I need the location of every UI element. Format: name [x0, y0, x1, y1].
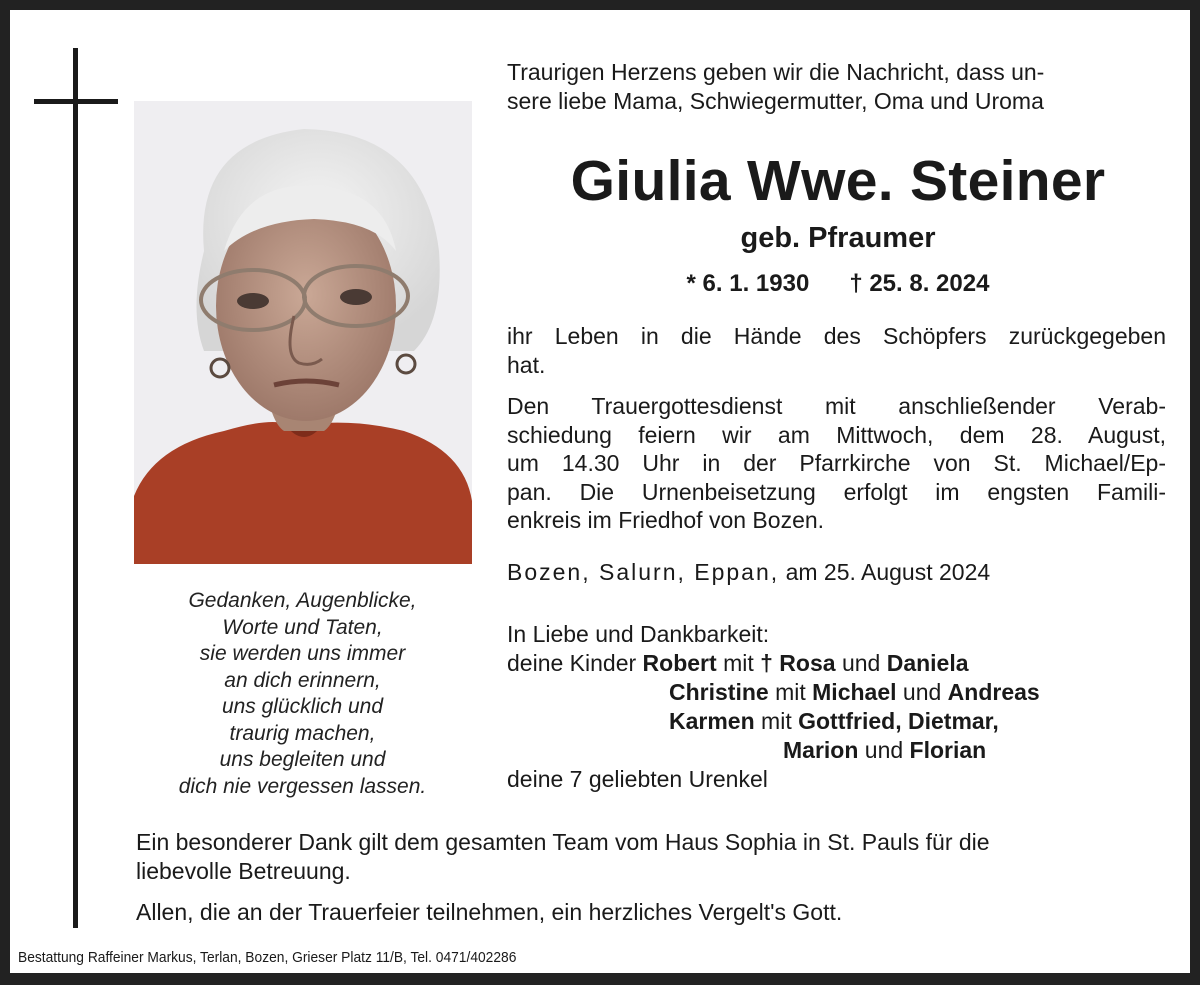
funeral-home-footer: Bestattung Raffeiner Markus, Terlan, Bozen, Grieser Platz 11/B, Tel. 0471/402286: [18, 949, 517, 966]
family-row: Marion und Florian: [783, 737, 987, 763]
poem-line: an dich erinnern,: [224, 668, 381, 692]
text-line: Den Trauergottesdienst mit anschließender Verab-: [507, 393, 1166, 419]
poem-line: Gedanken, Augenblicke,: [188, 589, 417, 612]
text-line: enkreis im Friedhof von Bozen.: [507, 507, 825, 533]
announcement-date: am 25. August 2024: [785, 559, 991, 585]
deceased-name: Giulia Wwe. Steiner: [570, 149, 1106, 213]
family-list: [507, 620, 1040, 794]
portrait-photo: [134, 101, 472, 564]
poem-line: Worte und Taten,: [222, 615, 383, 639]
thanks-line: liebevolle Betreuung.: [136, 858, 351, 884]
text-line: schiedung feiern wir am Mittwoch, dem 28. August,: [507, 421, 1166, 448]
poem-line: sie werden uns immer: [199, 642, 406, 665]
place-and-date: [507, 557, 990, 587]
intro-line: Traurigen Herzens geben wir die Nachricht, dass un-: [507, 59, 1045, 85]
life-dates: [502, 268, 1174, 300]
thanks-text: [136, 828, 1168, 886]
cross-icon-horizontal: [34, 99, 118, 104]
announcement-paragraph: [507, 322, 1166, 379]
poem-line: uns begleiten und: [219, 748, 386, 771]
text-line: hat.: [507, 351, 546, 378]
memorial-poem: [140, 588, 465, 800]
text-line: ihr Leben in die Hände des Schöpfers zurückgegeben: [507, 323, 1166, 349]
text-line: um 14.30 Uhr in der Pfarrkirche von St. Michael/Ep-: [507, 450, 1166, 476]
maiden-name: geb. Pfraumer: [740, 222, 936, 254]
birth-date: * 6. 1. 1930: [686, 270, 810, 297]
family-row: Christine mit Michael und Andreas: [669, 679, 1040, 705]
poem-line: dich nie vergessen lassen.: [178, 774, 427, 798]
place-names: Bozen, Salurn, Eppan,: [507, 559, 780, 585]
family-heading: In Liebe und Dankbarkeit:: [507, 621, 770, 647]
family-row: Karmen mit Gottfried, Dietmar,: [669, 708, 999, 734]
service-paragraph: [507, 392, 1166, 535]
closing-line: Allen, die an der Trauerfeier teilnehmen, ein herzliches Vergelt's Gott.: [136, 899, 843, 925]
poem-line: traurig machen,: [229, 721, 376, 745]
intro-line: sere liebe Mama, Schwiegermutter, Oma und Uroma: [507, 87, 1044, 114]
poem-line: uns glücklich und: [221, 695, 384, 718]
thanks-line: Ein besonderer Dank gilt dem gesamten Team vom Haus Sophia in St. Pauls für die: [136, 829, 990, 855]
text-line: pan. Die Urnenbeisetzung erfolgt im engsten Famili-: [507, 478, 1166, 505]
cross-icon-vertical: [73, 48, 78, 928]
family-row: deine Kinder Robert mit † Rosa und Daniela: [507, 650, 969, 676]
intro-text: [507, 58, 1044, 115]
death-date: † 25. 8. 2024: [849, 270, 990, 297]
family-row: deine 7 geliebten Urenkel: [507, 766, 768, 792]
